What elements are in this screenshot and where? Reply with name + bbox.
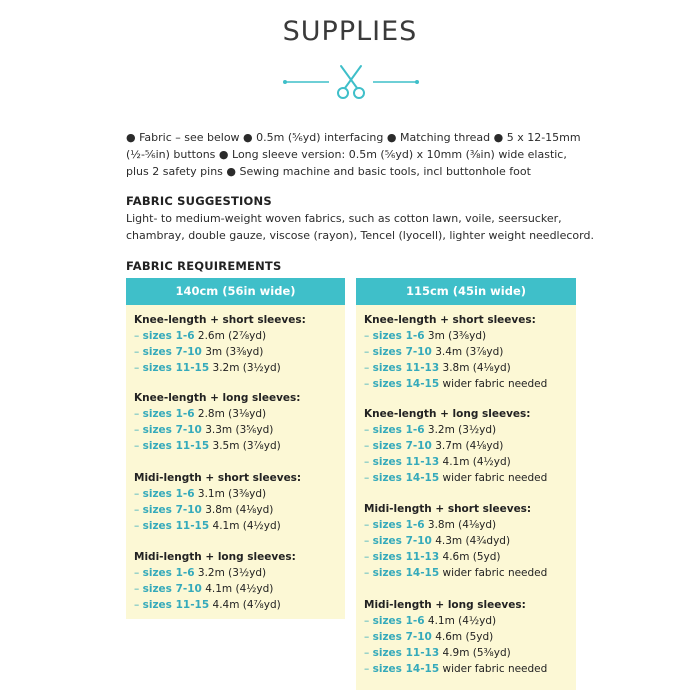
requirement-row: – sizes 11-13 4.6m (5yd) [364,551,501,563]
requirement-row: – sizes 7-10 4.3m (4¾dyd) [364,535,511,547]
requirement-row: – sizes 1-6 3.2m (3½yd) [134,567,267,579]
requirement-row: – sizes 1-6 3.1m (3⅜yd) [134,488,267,500]
group-title: Knee-length + short sleeves: [364,314,536,326]
group-title: Midi-length + long sleeves: [134,551,296,563]
requirement-row: – sizes 14-15 wider fabric needed [364,663,548,675]
requirement-row: – sizes 11-13 4.9m (5⅜yd) [364,647,511,659]
requirement-group [364,598,547,677]
requirement-row: – sizes 7-10 3.3m (3⅚yd) [134,424,274,436]
requirement-row: – sizes 1-6 2.6m (2⅞yd) [134,330,267,342]
suggestion-line: chambray, double gauze, viscose (rayon), Tencel (lyocell), lighter weight needlecord. [126,229,594,242]
supplies-list [126,129,586,180]
group-title: Midi-length + short sleeves: [364,503,532,515]
column-body [126,305,345,619]
requirement-row: – sizes 7-10 3.8m (4⅛yd) [134,504,274,516]
fabric-suggestions-text [126,210,596,244]
column-header: 140cm (56in wide) [126,278,345,305]
requirement-row: – sizes 14-15 wider fabric needed [364,567,548,579]
group-title: Knee-length + long sleeves: [134,392,301,404]
requirement-group [364,407,547,486]
requirements-column-140cm [126,278,345,619]
supplies-line: plus 2 safety pins ● Sewing machine and basic tools, incl buttonhole foot [126,165,531,178]
column-header: 115cm (45in wide) [356,278,576,305]
supplies-line: ● Fabric – see below ● 0.5m (⅚yd) interfacing ● Matching thread ● 5 x 12-15mm [126,131,581,144]
group-title: Midi-length + long sleeves: [364,599,526,611]
requirement-group [134,391,301,454]
requirement-row: – sizes 14-15 wider fabric needed [364,472,548,484]
requirement-row: – sizes 11-13 4.1m (4½yd) [364,456,511,468]
group-title: Midi-length + short sleeves: [134,472,302,484]
fabric-requirements-heading: FABRIC REQUIREMENTS [126,259,282,273]
requirement-group [364,313,547,392]
requirement-row: – sizes 1-6 3.8m (4⅛yd) [364,519,497,531]
suggestion-line: Light- to medium-weight woven fabrics, such as cotton lawn, voile, seersucker, [126,212,562,225]
group-title: Knee-length + short sleeves: [134,314,306,326]
group-title: Knee-length + long sleeves: [364,408,531,420]
requirement-row: – sizes 1-6 3.2m (3½yd) [364,424,497,436]
supplies-line: (½-⅚in) buttons ● Long sleeve version: 0.5m (⅚yd) x 10mm (⅜in) wide elastic, [126,148,567,161]
requirement-row: – sizes 1-6 4.1m (4½yd) [364,615,497,627]
requirement-group [364,502,547,581]
requirement-row: – sizes 11-15 4.1m (4½yd) [134,520,281,532]
requirement-row: – sizes 11-13 3.8m (4⅛yd) [364,362,511,374]
requirement-row: – sizes 7-10 3m (3⅜yd) [134,346,264,358]
requirement-group [134,471,301,534]
requirement-row: – sizes 7-10 3.7m (4⅛yd) [364,440,504,452]
requirements-column-115cm [356,278,576,690]
requirement-group [134,313,306,376]
requirement-row: – sizes 7-10 3.4m (3⅞yd) [364,346,504,358]
column-body [356,305,576,690]
requirement-row: – sizes 11-15 3.5m (3⅞yd) [134,440,281,452]
fabric-suggestions-heading: FABRIC SUGGESTIONS [126,194,272,208]
requirement-row: – sizes 11-15 4.4m (4⅞yd) [134,599,281,611]
requirement-row: – sizes 7-10 4.1m (4½yd) [134,583,274,595]
requirement-row: – sizes 7-10 4.6m (5yd) [364,631,494,643]
scissors-icon [338,66,364,98]
requirement-row: – sizes 11-15 3.2m (3½yd) [134,362,281,374]
requirement-group [134,550,296,613]
requirement-row: – sizes 1-6 3m (3⅜yd) [364,330,487,342]
page-title: SUPPLIES [282,16,418,47]
requirement-row: – sizes 14-15 wider fabric needed [364,378,548,390]
requirement-row: – sizes 1-6 2.8m (3⅛yd) [134,408,267,420]
scissors-divider [283,62,419,102]
